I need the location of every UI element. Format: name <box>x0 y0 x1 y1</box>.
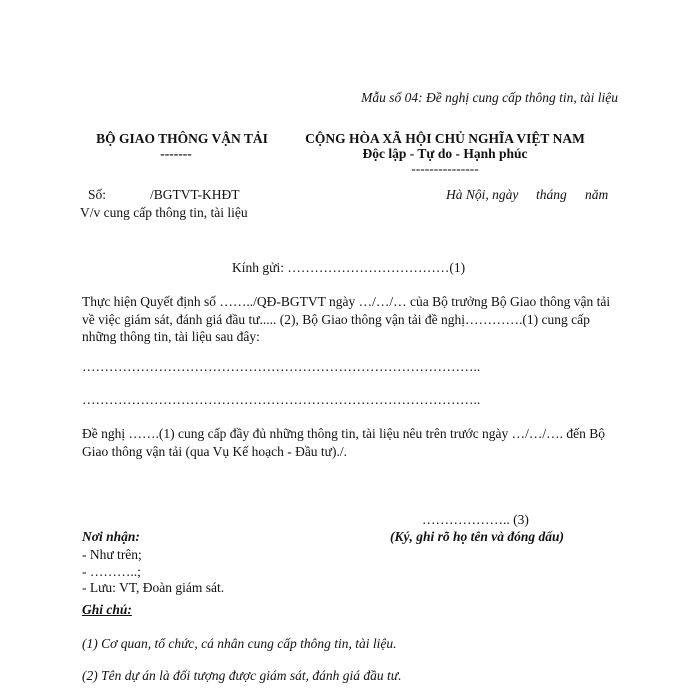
receiver-item: - Như trên; <box>82 547 142 562</box>
motto-divider: --------------- <box>411 161 479 176</box>
note-item: (1) Cơ quan, tổ chức, cá nhân cung cấp thông tin, tài liệu. <box>82 636 397 651</box>
agency-divider: ------- <box>160 146 192 161</box>
date-place: Hà Nội, ngày <box>446 187 519 202</box>
date-month: tháng <box>536 187 567 202</box>
receiver-item: - ………..; <box>82 564 141 579</box>
national-title: CỘNG HÒA XÃ HỘI CHỦ NGHĨA VIỆT NAM <box>305 131 585 146</box>
note-item: (2) Tên dự án là đối tượng được giám sát, đánh giá đầu tư. <box>82 668 402 683</box>
recipient-line: Kính gửi: ………………………………(1) <box>232 260 466 275</box>
national-motto: Độc lập - Tự do - Hạnh phúc <box>362 146 528 161</box>
body-paragraph-deadline: Đề nghị …….(1) cung cấp đầy đủ những thông tin, tài liệu nêu trên trước ngày …/…/…. đến Bộ Giao thông vận tải (qua Vụ Kế hoạch - Đầu tư)./. <box>82 426 606 459</box>
document-number-label: Số: <box>88 187 107 202</box>
document-subject: V/v cung cấp thông tin, tài liệu <box>80 205 248 220</box>
date-year: năm <box>585 187 609 202</box>
fill-line-1: …………………………………………………………………………….. <box>82 359 481 374</box>
notes-title: Ghi chú: <box>82 602 132 617</box>
form-title: Mẫu số 04: Đề nghị cung cấp thông tin, tài liệu <box>361 90 618 105</box>
receivers-title: Nơi nhận: <box>82 529 140 544</box>
body-paragraph-request: Thực hiện Quyết định số ……../QĐ-BGTVT ngày …/…/… của Bộ trưởng Bộ Giao thông vận tải về việc giám sát, đánh giá đầu tư..... (2), Bộ Giao thông vận tải đề nghị………….(1) cung cấp những thông tin, tài liệu sau đây: <box>82 294 611 344</box>
fill-line-2: …………………………………………………………………………….. <box>82 392 481 407</box>
document-number-code: /BGTVT-KHĐT <box>150 187 240 202</box>
receiver-item: - Lưu: VT, Đoàn giám sát. <box>82 580 225 595</box>
signature-line: ……………….. (3) <box>422 512 529 527</box>
agency-name: BỘ GIAO THÔNG VẬN TẢI <box>96 131 268 146</box>
signature-note: (Ký, ghi rõ họ tên và đóng dấu) <box>390 529 565 544</box>
